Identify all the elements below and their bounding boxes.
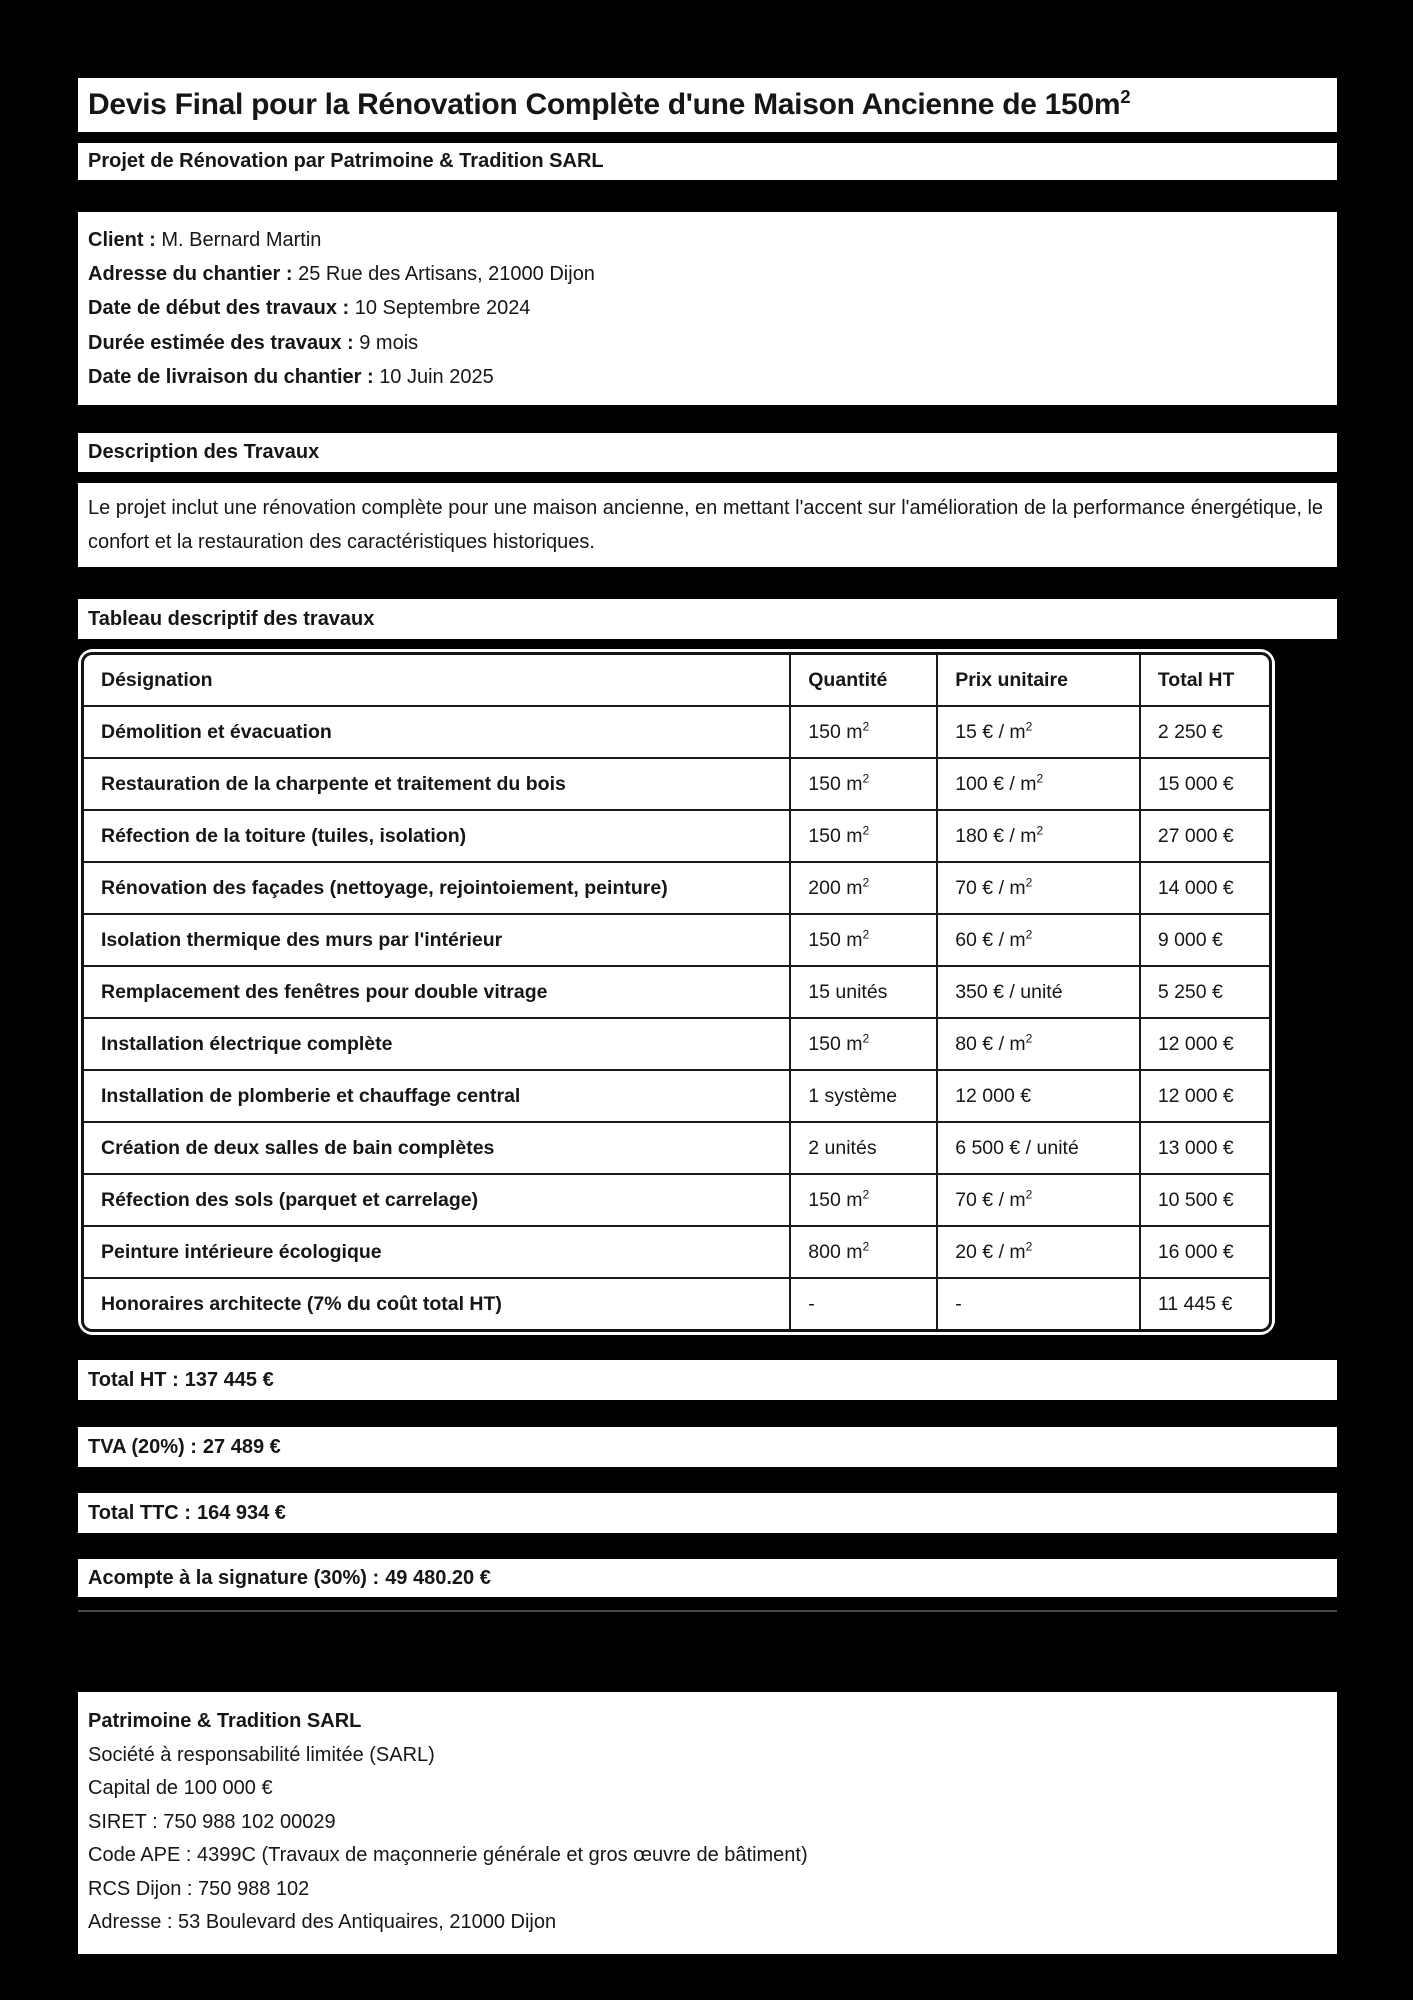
total-cell: 15 000 € [1140, 758, 1269, 810]
description-heading-box [78, 433, 1337, 472]
total-ht-label: Total HT : [88, 1368, 179, 1391]
total-ht-box [78, 1360, 1337, 1400]
table-row [84, 862, 1269, 914]
total-cell: 11 445 € [1140, 1278, 1269, 1329]
table-row [84, 966, 1269, 1018]
unit-price-cell: 6 500 € / unité [937, 1122, 1140, 1174]
quantity-cell: 150 $m^2$ [790, 758, 937, 810]
designation-cell: Réfection de la toiture (tuiles, isolation) [84, 810, 790, 862]
unit-price-cell: - [937, 1278, 1140, 1329]
column-header-unit-price: Prix unitaire [937, 655, 1140, 706]
table-row [84, 1226, 1269, 1278]
quantity-cell: 150 $m^2$ [790, 1018, 937, 1070]
tva-value: 27 489 € [202, 1435, 281, 1458]
designation-cell: Réfection des sols (parquet et carrelage) [84, 1174, 790, 1226]
description-heading: Description des Travaux [88, 441, 320, 464]
description-text-box [78, 483, 1337, 567]
unit-price-cell: 70 € / $m^2$ [937, 862, 1140, 914]
quantity-cell: 800 $m^2$ [790, 1226, 937, 1278]
table-row [84, 810, 1269, 862]
designation-cell: Démolition et évacuation [84, 706, 790, 758]
company-ape-code: Code APE : 4399C (Travaux de maçonnerie générale et gros œuvre de bâtiment) [88, 1844, 808, 1867]
table-heading-box [78, 599, 1337, 639]
page-title: Devis Final pour la Rénovation Complète d'une Maison Ancienne de $150m^2$ [88, 86, 1131, 121]
designation-cell: Création de deux salles de bain complètes [84, 1122, 790, 1174]
table-row [84, 1070, 1269, 1122]
footer-divider [78, 1610, 1337, 1612]
company-info-box [78, 1692, 1337, 1954]
unit-price-cell: 180 € / $m^2$ [937, 810, 1140, 862]
designation-cell: Honoraires architecte (7% du coût total HT) [84, 1278, 790, 1329]
company-rcs: RCS Dijon : 750 988 102 [88, 1877, 310, 1900]
designation-cell: Peinture intérieure écologique [84, 1226, 790, 1278]
company-legal-form: Société à responsabilité limitée (SARL) [88, 1743, 435, 1766]
company-siret: SIRET : 750 988 102 00029 [88, 1810, 336, 1833]
quantity-cell: 2 unités [790, 1122, 937, 1174]
company-name: Patrimoine & Tradition SARL [88, 1710, 362, 1733]
unit-price-cell: 70 € / $m^2$ [937, 1174, 1140, 1226]
designation-cell: Installation de plomberie et chauffage central [84, 1070, 790, 1122]
table-row [84, 1018, 1269, 1070]
table-heading: Tableau descriptif des travaux [88, 607, 375, 630]
table-row [84, 1122, 1269, 1174]
quantity-cell: 200 $m^2$ [790, 862, 937, 914]
unit-price-cell: 80 € / $m^2$ [937, 1018, 1140, 1070]
subtitle: Projet de Rénovation par Patrimoine & Tradition SARL [88, 150, 604, 172]
total-cell: 2 250 € [1140, 706, 1269, 758]
quantity-cell: 150 $m^2$ [790, 810, 937, 862]
deposit-box [78, 1559, 1337, 1597]
table-row [84, 1174, 1269, 1226]
table-row [84, 706, 1269, 758]
quantity-cell: 150 $m^2$ [790, 914, 937, 966]
works-table-shell [78, 649, 1275, 1335]
subtitle-box [78, 143, 1337, 180]
client-label: Client : [88, 229, 156, 251]
table-row [84, 758, 1269, 810]
delivery-date-value: 10 Juin 2025 [379, 365, 494, 388]
duration-label: Durée estimée des travaux : [88, 331, 354, 354]
total-cell: 14 000 € [1140, 862, 1269, 914]
unit-price-cell: 100 € / $m^2$ [937, 758, 1140, 810]
deposit-label: Acompte à la signature (30%) : [88, 1566, 380, 1589]
site-address-label: Adresse du chantier : [88, 263, 293, 286]
client-row [88, 360, 1327, 394]
total-ttc-value: 164 934 € [196, 1501, 286, 1524]
total-cell: 9 000 € [1140, 914, 1269, 966]
designation-cell: Remplacement des fenêtres pour double vitrage [84, 966, 790, 1018]
total-cell: 13 000 € [1140, 1122, 1269, 1174]
total-ttc-box [78, 1493, 1337, 1533]
client-row [88, 326, 1327, 360]
document-content [78, 0, 1337, 1954]
designation-cell: Rénovation des façades (nettoyage, rejointoiement, peinture) [84, 862, 790, 914]
designation-cell: Restauration de la charpente et traitement du bois [84, 758, 790, 810]
designation-cell: Installation électrique complète [84, 1018, 790, 1070]
works-table [84, 655, 1269, 1329]
client-info-box [78, 212, 1337, 405]
total-cell: 16 000 € [1140, 1226, 1269, 1278]
unit-price-cell: 20 € / $m^2$ [937, 1226, 1140, 1278]
quantity-cell: - [790, 1278, 937, 1329]
quantity-cell: 150 $m^2$ [790, 1174, 937, 1226]
total-cell: 27 000 € [1140, 810, 1269, 862]
unit-price-cell: 15 € / $m^2$ [937, 706, 1140, 758]
total-cell: 5 250 € [1140, 966, 1269, 1018]
column-header-total-ht: Total HT [1140, 655, 1269, 706]
quantity-cell: 150 $m^2$ [790, 706, 937, 758]
total-ht-value: 137 445 € [184, 1368, 274, 1391]
duration-value: 9 mois [359, 331, 419, 354]
table-header-row [84, 655, 1269, 706]
quantity-cell: 15 unités [790, 966, 937, 1018]
designation-cell: Isolation thermique des murs par l'intérieur [84, 914, 790, 966]
delivery-date-label: Date de livraison du chantier : [88, 365, 374, 388]
unit-price-cell: 350 € / unité [937, 966, 1140, 1018]
company-address: Adresse : 53 Boulevard des Antiquaires, 21000 Dijon [88, 1911, 557, 1934]
total-cell: 12 000 € [1140, 1070, 1269, 1122]
total-cell: 12 000 € [1140, 1018, 1269, 1070]
title-box [78, 78, 1337, 132]
description-text: Le projet inclut une rénovation complète pour une maison ancienne, en mettant l'accent sur l'amélioration de la performance énergétique, le confort et la restauration des caractéristiques historiques. [88, 497, 1324, 554]
site-address-value: 25 Rue des Artisans, 21000 Dijon [298, 263, 595, 286]
unit-price-cell: 12 000 € [937, 1070, 1140, 1122]
client-row [88, 291, 1327, 325]
works-table-frame [81, 652, 1272, 1332]
total-ttc-label: Total TTC : [88, 1501, 191, 1524]
tva-box [78, 1427, 1337, 1467]
column-header-quantity: Quantité [790, 655, 937, 706]
start-date-value: 10 Septembre 2024 [354, 297, 531, 320]
client-row [88, 223, 1327, 257]
company-capital: Capital de 100 000 € [88, 1777, 273, 1800]
table-row [84, 1278, 1269, 1329]
client-value: M. Bernard Martin [161, 229, 322, 251]
start-date-label: Date de début des travaux : [88, 297, 350, 320]
unit-price-cell: 60 € / $m^2$ [937, 914, 1140, 966]
client-row [88, 257, 1327, 291]
tva-label: TVA (20%) : [88, 1435, 197, 1458]
column-header-designation: Désignation [84, 655, 790, 706]
table-row [84, 914, 1269, 966]
total-cell: 10 500 € [1140, 1174, 1269, 1226]
deposit-value: 49 480.20 € [385, 1566, 491, 1589]
quantity-cell: 1 système [790, 1070, 937, 1122]
